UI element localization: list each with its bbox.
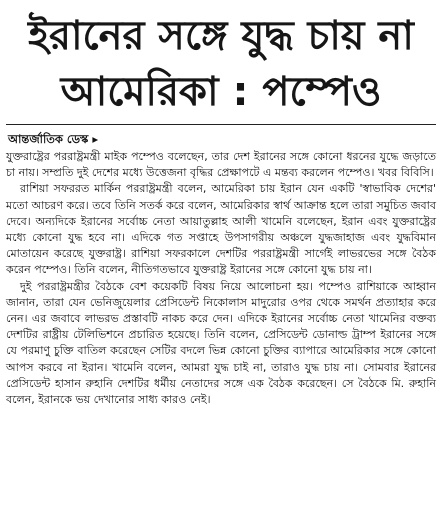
headline <box>6 0 436 120</box>
headline-divider <box>6 124 436 125</box>
paragraph-1: যুক্তরাষ্ট্রের পররাষ্ট্রমন্ত্রী মাইক পম্পেও বলেছেন, তার দেশ ইরানের সঙ্গে কোনো ধরনের যুদ্ধে জড়াতে চা নায়। সম্প্রতি দুই দেশের মধ্যে উত্তেজনা বৃদ্ধির প্রেক্ষাপটে এ মন্তব্য করলেন পম্পেও। খবর বিবিসি। <box>6 150 436 180</box>
paragraph-2: রাশিয়া সফররত মার্কিন পররাষ্ট্রমন্ত্রী বলেন, আমেরিকা চায় ইরান যেন একটি 'স্বাভাবিক দেশের' মতো আচরণ করে। তবে তিনি সতর্ক করে বলেন, আমেরিকার স্বার্থ আক্রান্ত হলে তারা সমুচিত জবাব দেবে। অন্যদিকে ইরানের সর্বোচ্চ নেতা আয়াতুল্লাহ আলী খামেনি বলেছেন, ইরান এবং যুক্তরাষ্ট্রের মধ্যে কোনো যুদ্ধ হবে না। এদিকে গত সপ্তাহে উপসাগরীয় অঞ্চলে যুদ্ধজাহাজ এবং যুদ্ধবিমান মোতায়েন করেছে যুক্তরাষ্ট্র। রাশিয়া সফরকালে দেশটির পররাষ্ট্রমন্ত্রী সার্গেই লাভরভের সঙ্গে বৈঠক করেন পম্পেও। তিনি বলেন, নীতিগতভাবে যুক্তরাষ্ট্র ইরানের সঙ্গে কোনো যুদ্ধ চায় না। <box>6 182 436 277</box>
headline-line-2: আমেরিকা : পম্পেও <box>60 69 382 115</box>
headline-line-1: ইরানের সঙ্গে যুদ্ধ চায় না <box>28 13 414 59</box>
paragraph-3: দুই পররাষ্ট্রমন্ত্রীর বৈঠকে বেশ কয়েকটি বিষয় নিয়ে আলোচনা হয়। পম্পেও রাশিয়াকে আহ্বান জানান, তারা যেন ভেনিজুয়েলার প্রেসিডেন্ট নিকোলাস মাদুরোর ওপর থেকে সমর্থন প্রত্যাহার করে নেন। এর জবাবে লাভরভ প্রস্তাবটি নাকচ করে দেন। এদিকে ইরানের সর্বোচ্চ নেতা খামেনির বক্তব্য দেশটির রাষ্ট্রীয় টেলিভিশনে প্রচারিত হয়েছে। তিনি বলেন, প্রেসিডেন্ট ডোনাল্ড ট্রাম্প ইরানের সঙ্গে যে পরমাণু চুক্তি বাতিল করেছেন সেটির বদলে ভিন্ন কোনো চুক্তির ব্যাপারে আমেরিকার সঙ্গে কোনো আপস করবে না ইরান। খামেনি বলেন, আমরা যুদ্ধ চাই না, তারাও যুদ্ধ চায় না। সোমবার ইরানের প্রেসিডেন্ট হাসান রুহানি দেশটির ধর্মীয় নেতাদের সঙ্গে এক বৈঠক করেছেন। সে বৈঠকে মি. রুহানি বলেন, ইরানকে ভয় দেখানোর সাধ্য কারও নেই। <box>6 279 436 407</box>
dateline: আন্তর্জাতিক ডেস্ক ▸ <box>8 132 99 146</box>
article-body <box>6 149 436 408</box>
